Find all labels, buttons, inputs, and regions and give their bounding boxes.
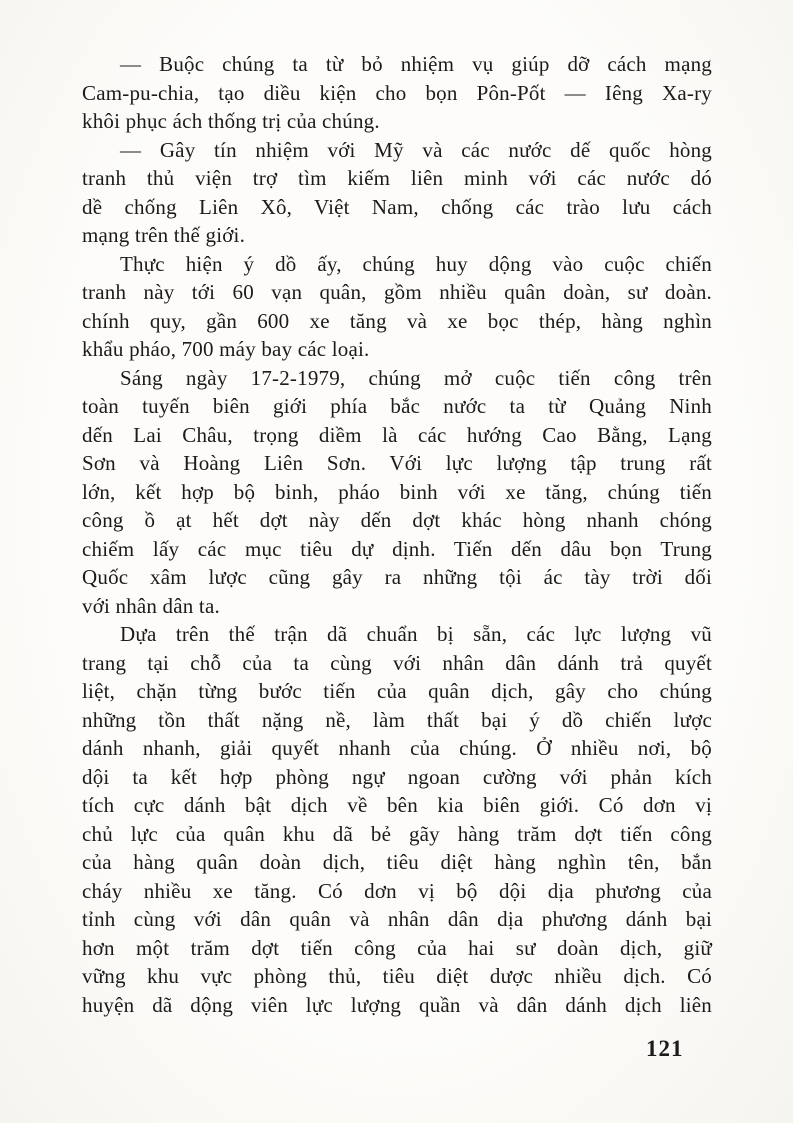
text-line: của hàng quân doàn dịch, tiêu diệt hàng nghìn tên, bắn bbox=[82, 850, 712, 874]
text-line: dề chống Liên Xô, Việt Nam, chống các trào lưu cách bbox=[82, 194, 712, 219]
text-line: Cam-pu-chia, tạo diều kiện cho bọn Pôn-Pốt — Iêng Xa-ry bbox=[82, 80, 712, 105]
paragraph bbox=[82, 136, 712, 250]
text-line: chiếm lấy các mục tiêu dự dịnh. Tiến dến dâu bọn Trung bbox=[82, 536, 712, 561]
text-line: chính quy, gần 600 xe tăng và xe bọc thép, hàng nghìn bbox=[82, 308, 712, 333]
text-line: tích cực dánh bật dịch về bên kia biên giới. Có dơn vị bbox=[82, 793, 712, 817]
text-line: dội ta kết hợp phòng ngự ngoan cường với phản kích bbox=[82, 764, 712, 789]
paragraph bbox=[82, 620, 712, 1019]
paragraph bbox=[82, 50, 712, 136]
text-line: Sơn và Hoàng Liên Sơn. Với lực lượng tập trung rất bbox=[82, 451, 712, 475]
text-line: tranh thủ viện trợ tìm kiếm liên minh với các nước dó bbox=[82, 166, 712, 190]
text-line: mạng trên thế giới. bbox=[82, 223, 246, 247]
text-line: Thực hiện ý dồ ấy, chúng huy dộng vào cuộc chiến bbox=[120, 251, 712, 276]
text-line: Sáng ngày 17-2-1979, chúng mở cuộc tiến công trên bbox=[120, 365, 712, 390]
text-line: trang tại chỗ của ta cùng với nhân dân dánh trả quyết bbox=[82, 650, 712, 675]
paragraph bbox=[82, 364, 712, 621]
text-line: — Buộc chúng ta từ bỏ nhiệm vụ giúp dỡ cách mạng bbox=[120, 52, 712, 76]
text-line: huyện dã dộng viên lực lượng quần và dân dánh dịch liên bbox=[82, 992, 712, 1017]
text-line: tỉnh cùng với dân quân và nhân dân dịa phương dánh bại bbox=[82, 907, 712, 931]
text-line: dánh nhanh, giải quyết nhanh của chúng. Ở nhiều nơi, bộ bbox=[82, 736, 712, 760]
text-line: những tồn thất nặng nề, làm thất bại ý dồ chiến lược bbox=[82, 707, 712, 732]
text-line: khẩu pháo, 700 máy bay các loại. bbox=[82, 337, 370, 361]
text-line: Quốc xâm lược cũng gây ra những tội ác tày trời dối bbox=[82, 565, 712, 589]
text-line: cháy nhiều xe tăng. Có dơn vị bộ dội dịa phương của bbox=[82, 878, 712, 903]
text-line: với nhân dân ta. bbox=[82, 593, 220, 618]
text-line: Dựa trên thế trận dã chuẩn bị sẵn, các lực lượng vũ bbox=[120, 622, 712, 646]
text-line: vững khu vực phòng thủ, tiêu diệt dược nhiều dịch. Có bbox=[82, 964, 712, 988]
body-text bbox=[82, 50, 712, 1019]
text-line: lớn, kết hợp bộ binh, pháo binh với xe tăng, chúng tiến bbox=[82, 479, 712, 504]
text-line: toàn tuyến biên giới phía bắc nước ta từ Quảng Ninh bbox=[82, 394, 712, 418]
text-line: chủ lực của quân khu dã bẻ gãy hàng trăm dợt tiến công bbox=[82, 821, 712, 846]
text-line: hơn một trăm dợt tiến công của hai sư doàn dịch, giữ bbox=[82, 935, 712, 960]
text-line: — Gây tín nhiệm với Mỹ và các nước dế quốc hòng bbox=[120, 137, 712, 162]
text-line: dến Lai Châu, trọng diềm là các hướng Cao Bằng, Lạng bbox=[82, 422, 712, 447]
text-line: khôi phục ách thống trị của chúng. bbox=[82, 109, 380, 133]
text-line: liệt, chặn từng bước tiến của quân dịch, gây cho chúng bbox=[82, 679, 712, 703]
text-line: tranh này tới 60 vạn quân, gồm nhiều quân doàn, sư doàn. bbox=[82, 280, 712, 304]
paragraph bbox=[82, 250, 712, 364]
text-line: công ồ ạt hết dợt này dến dợt khác hòng nhanh chóng bbox=[82, 508, 712, 532]
page-number: 121 bbox=[646, 1036, 684, 1061]
